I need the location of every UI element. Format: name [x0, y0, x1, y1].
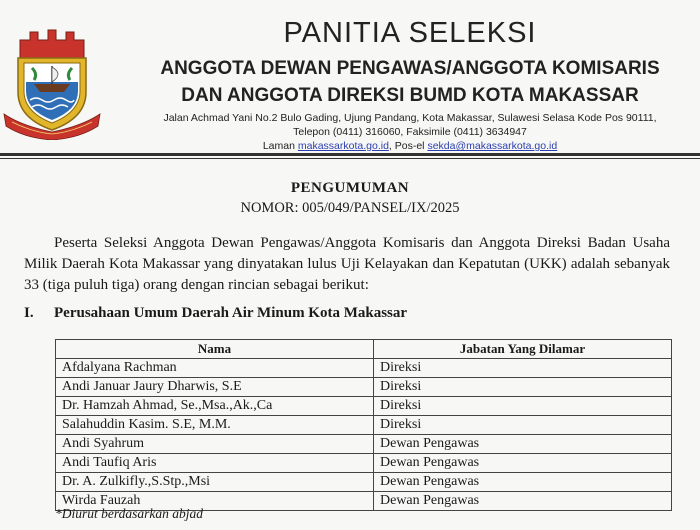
- committee-title: PANITIA SELEKSI: [283, 17, 537, 49]
- cell-jabatan: Dewan Pengawas: [374, 492, 672, 511]
- contact-line: [130, 140, 690, 152]
- table-row: [56, 397, 672, 416]
- section-heading: [24, 305, 407, 322]
- cell-nama: Afdalyana Rachman: [56, 359, 374, 378]
- committee-subtitle-line1: ANGGOTA DEWAN PENGAWAS/ANGGOTA KOMISARIS: [160, 58, 660, 79]
- makassar-emblem-icon: [2, 22, 102, 140]
- cell-jabatan: Dewan Pengawas: [374, 435, 672, 454]
- phone-line: Telepon (0411) 316060, Faksimile (0411) 3634947: [293, 126, 527, 138]
- cell-jabatan: Direksi: [374, 397, 672, 416]
- letterhead-rule-thin: [0, 158, 700, 159]
- cell-nama: Andi Syahrum: [56, 435, 374, 454]
- table-row: [56, 416, 672, 435]
- cell-jabatan: Dewan Pengawas: [374, 454, 672, 473]
- laman-label: Laman: [262, 140, 295, 152]
- cell-nama: Dr. Hamzah Ahmad, Se.,Msa.,Ak.,Ca: [56, 397, 374, 416]
- letterhead: [0, 0, 700, 160]
- cell-jabatan: Direksi: [374, 416, 672, 435]
- announcement-number: NOMOR: 005/049/PANSEL/IX/2025: [240, 200, 460, 216]
- section-number: I.: [24, 305, 34, 321]
- table-header-row: [56, 340, 672, 359]
- paragraph-text: Peserta Seleksi Anggota Dewan Pengawas/Anggota Komisaris dan Anggota Direksi Badan Usaha Milik Daerah Kota Makassar yang dinyatakan lulus Uji Kelayakan dan Kepatutan (UKK) adalah sebanyak 33 (tiga puluh tiga) orang dengan rincian sebagai berikut:: [24, 235, 670, 293]
- table-row: [56, 473, 672, 492]
- cell-jabatan: Direksi: [374, 378, 672, 397]
- cell-jabatan: Direksi: [374, 359, 672, 378]
- column-header-jabatan: Jabatan Yang Dilamar: [374, 340, 672, 359]
- section-title: Perusahaan Umum Daerah Air Minum Kota Makassar: [54, 305, 408, 321]
- participants-table: [55, 339, 672, 511]
- committee-subtitle-line2: DAN ANGGOTA DIREKSI BUMD KOTA MAKASSAR: [181, 85, 639, 106]
- announcement-title: PENGUMUMAN: [290, 180, 410, 196]
- table-row: [56, 378, 672, 397]
- address-line: Jalan Achmad Yani No.2 Bulo Gading, Ujung Pandang, Kota Makassar, Sulawesi Selasa Kode Pos 90111,: [163, 112, 657, 124]
- column-header-nama: Nama: [56, 340, 374, 359]
- cell-jabatan: Dewan Pengawas: [374, 473, 672, 492]
- email-label: , Pos-el: [388, 140, 425, 152]
- announcement-paragraph: [24, 233, 670, 296]
- website-link[interactable]: makassarkota.go.id: [297, 140, 389, 152]
- email-link[interactable]: sekda@makassarkota.go.id: [427, 140, 558, 152]
- table-row: [56, 435, 672, 454]
- table-row: [56, 359, 672, 378]
- table-row: [56, 454, 672, 473]
- footnote: *Diurut berdasarkan abjad: [55, 506, 203, 521]
- cell-nama: Dr. A. Zulkifly.,S.Stp.,Msi: [56, 473, 374, 492]
- cell-nama: Salahuddin Kasim. S.E, M.M.: [56, 416, 374, 435]
- cell-nama: Wirda Fauzah: [56, 492, 374, 511]
- cell-nama: Andi Januar Jaury Dharwis, S.E: [56, 378, 374, 397]
- cell-nama: Andi Taufiq Aris: [56, 454, 374, 473]
- letterhead-rule-thick: [0, 153, 700, 156]
